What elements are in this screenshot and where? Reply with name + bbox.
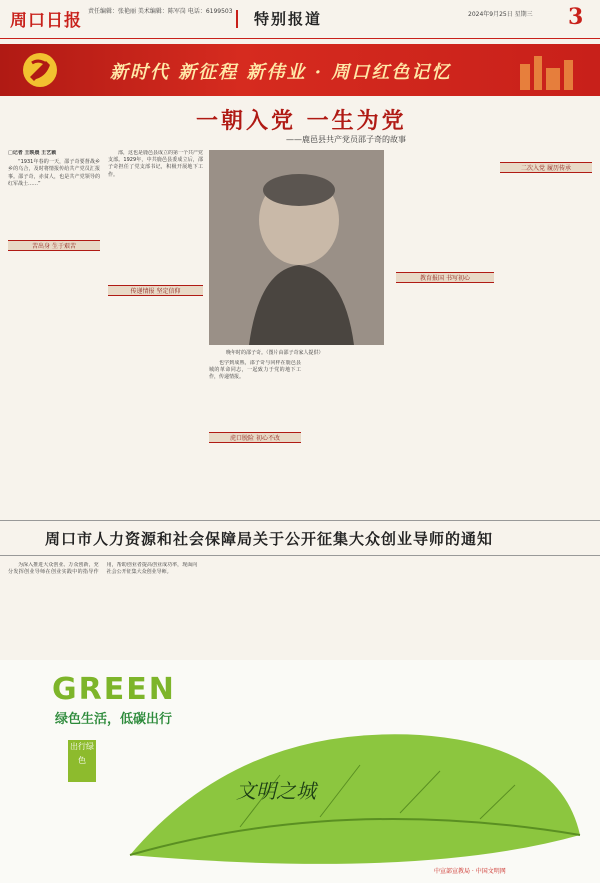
- banner-title: 新时代 新征程 新伟业 · 周口红色记忆: [110, 62, 452, 83]
- article-column-2: [108, 150, 203, 516]
- leaf-icon: [120, 715, 590, 875]
- staff-credits: 责任编辑：张艳丽 美术编辑：陈军岗 电话：6199503: [88, 8, 233, 15]
- section-subtitle: 教育报国 书写初心: [396, 272, 494, 283]
- article-column-1: [8, 150, 100, 516]
- article-column-5: [500, 150, 592, 516]
- section-subtitle: 二次入党 履历传承: [500, 162, 592, 173]
- section-divider: [0, 520, 600, 521]
- body-paragraph: 部，这也是鹿邑县成立的第一个共产党支部。1929年，中共鹿邑县委成立后，邵子奇担任了党支部书记，积极开展地下工作。: [108, 150, 203, 178]
- article-subhead: ——鹿邑县共产党员邵子奇的故事: [286, 135, 406, 144]
- building-silhouette-icon: [510, 50, 590, 90]
- ad-badge: 出行绿色: [68, 740, 96, 782]
- section-subtitle: 虎口脱险 初心不改: [209, 432, 301, 443]
- issue-date: 2024年9月25日 星期三: [468, 11, 533, 18]
- section-divider: [236, 10, 238, 28]
- section-title: 特别报道: [254, 10, 323, 28]
- article-headline: 一朝入党 一生为党: [196, 108, 407, 134]
- ad-footer: 中宣部宣教局 · 中国文明网: [434, 868, 506, 875]
- notice-body: [8, 562, 592, 654]
- elder-portrait-image: [209, 150, 384, 345]
- notice-paragraph: 为深入推进大众创业、万众创新，充分发挥创业导师在创业实践中的指导作用，帮助创业者提高创业成功率，现面向社会公开征集大众创业导师。: [8, 562, 198, 576]
- portrait-photo: [209, 150, 384, 345]
- page-number: 3: [568, 4, 584, 30]
- body-paragraph: 也学到成熟，邵子奇与同样在鹿邑县城的革命同志，一起致力于党的地下工作，传递情报。: [209, 360, 301, 381]
- article-column-4: [396, 150, 494, 516]
- photo-caption: 晚年时的邵子奇。（图片由邵子奇家人提供）: [226, 350, 324, 356]
- newspaper-logo: 周口日报: [10, 11, 82, 31]
- ad-slogan: 绿色生活，低碳出行: [55, 712, 173, 727]
- section-divider: [0, 555, 600, 556]
- ad-headline: GREEN: [52, 672, 176, 707]
- byline: □记者 王映晨 王艺颖: [8, 150, 57, 156]
- ad-calligraphy: 文明之城: [236, 779, 316, 803]
- body-paragraph: “1931年春的一天，邵子奇要督战乡乡的乌合，及时将情报传给共产党员汇报事。邵子奇，赤贫人，也是共产党领导的红军战士……”: [8, 159, 100, 187]
- section-subtitle: 传递情报 坚定信仰: [108, 285, 203, 296]
- notice-title: 周口市人力资源和社会保障局关于公开征集大众创业导师的通知: [45, 530, 494, 548]
- section-subtitle: 苦出身 生于艰苦: [8, 240, 100, 251]
- party-emblem-icon: [20, 50, 60, 90]
